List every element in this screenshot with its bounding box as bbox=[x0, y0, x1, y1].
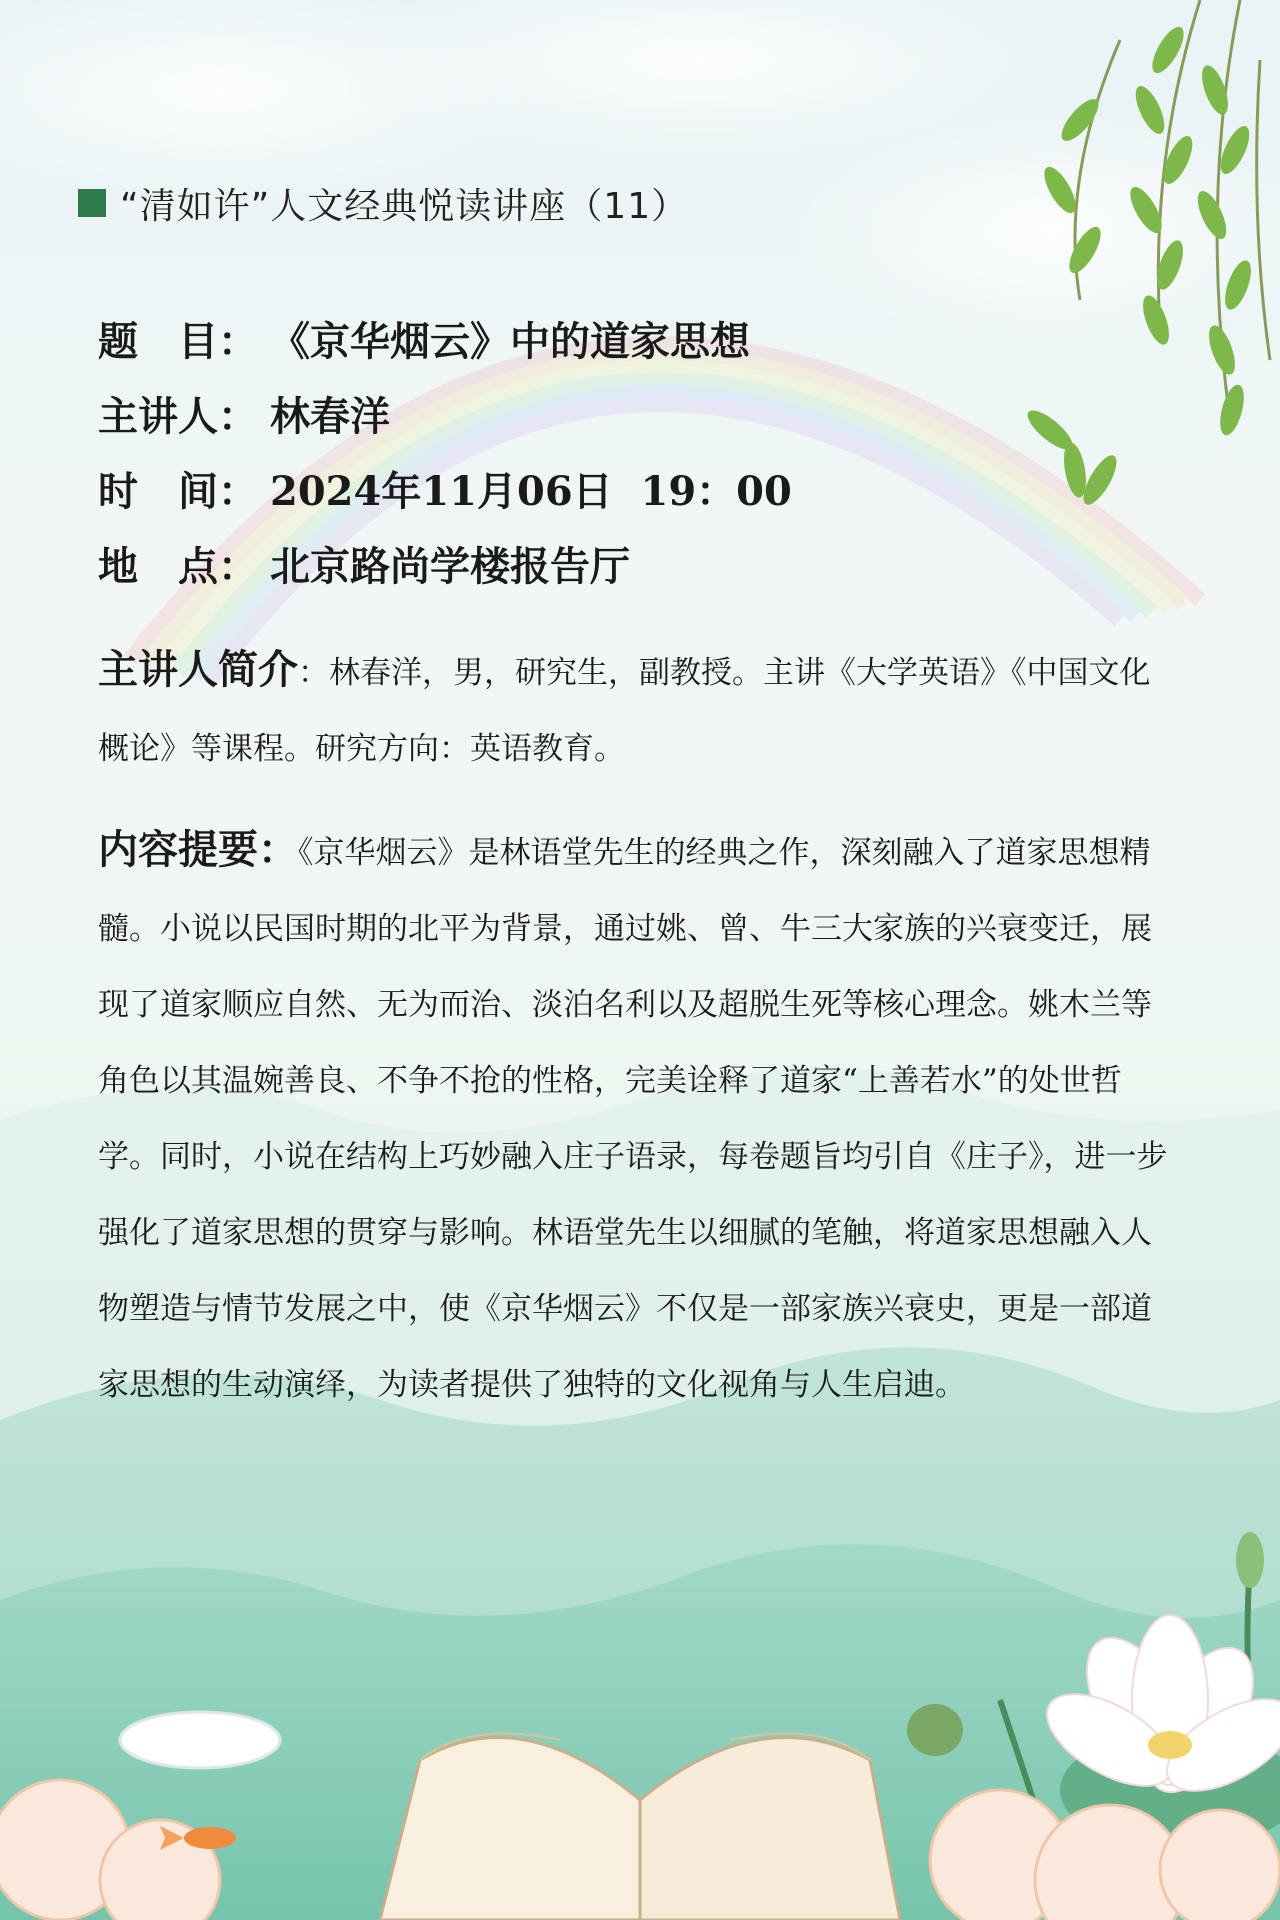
info-row-location bbox=[98, 535, 1178, 610]
lecture-series-title bbox=[78, 178, 688, 228]
content-summary-text: 《京华烟云》是林语堂先生的经典之作，深刻融入了道家思想精髓。小说以民国时期的北平为背景，通过姚、曾、牛三大家族的兴衰变迁，展现了道家顺应自然、无为而治、淡泊名利以及超脱生死等核心理念。姚木兰等角色以其温婉善良、不争不抢的性格，完美诠释了道家“上善若水”的处世哲学。同时，小说在结构上巧妙融入庄子语录，每卷题旨均引自《庄子》，进一步强化了道家思想的贯穿与影响。林语堂先生以细腻的笔触，将道家思想融入人物塑造与情节发展之中，使《京华烟云》不仅是一部家族兴衰史，更是一部道家思想的生动演绎，为读者提供了独特的文化视角与人生启迪。 bbox=[98, 835, 1168, 1403]
speaker-intro-colon: ： bbox=[298, 655, 329, 691]
info-label: 地 点： bbox=[98, 543, 258, 590]
content-summary bbox=[98, 812, 1170, 1423]
info-value: 《京华烟云》中的道家思想 bbox=[270, 318, 750, 365]
info-value: 2024年11月06日 19：00 bbox=[270, 468, 792, 515]
info-row-topic bbox=[98, 310, 1178, 385]
info-value: 林春洋 bbox=[270, 393, 390, 440]
green-square-icon bbox=[78, 189, 106, 217]
info-label: 主讲人： bbox=[98, 393, 258, 440]
info-label: 题 目： bbox=[98, 318, 258, 365]
speaker-intro bbox=[98, 632, 1170, 787]
speaker-intro-text: 林春洋，男，研究生，副教授。主讲《大学英语》《中国文化概论》等课程。研究方向：英语教育。 bbox=[98, 655, 1151, 767]
lecture-info bbox=[98, 310, 1178, 610]
info-row-speaker bbox=[98, 385, 1178, 460]
info-label: 时 间： bbox=[98, 468, 258, 515]
info-value: 北京路尚学楼报告厅 bbox=[270, 543, 630, 590]
info-row-time bbox=[98, 460, 1178, 535]
content-summary-heading: 内容提要： bbox=[98, 826, 298, 873]
series-text: “清如许”人文经典悦读讲座（11） bbox=[120, 185, 689, 227]
speaker-intro-heading: 主讲人简介 bbox=[98, 646, 298, 693]
